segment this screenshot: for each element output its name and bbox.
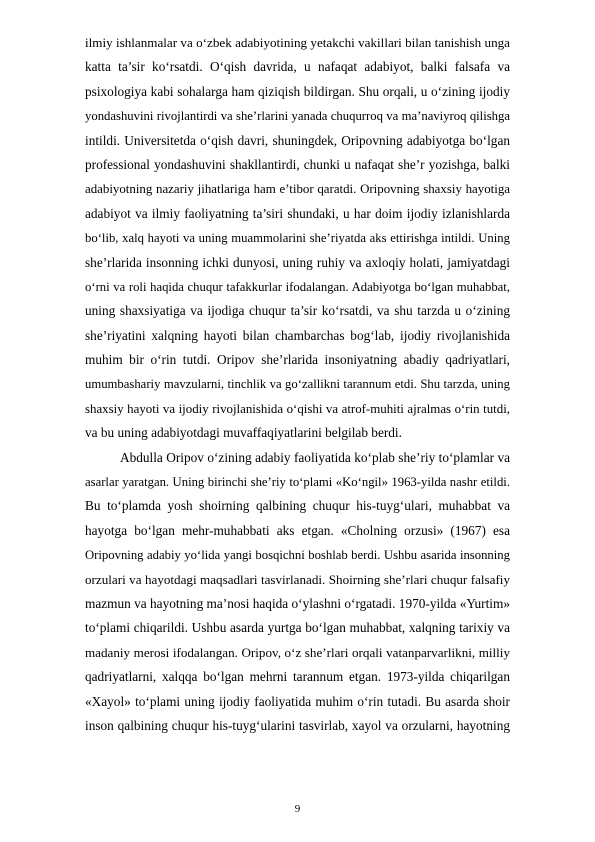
text-line: intildi. Universitetda o‘qish davri, shuningdek, Oripovning adabiyotga bo‘lgan: [85, 132, 510, 148]
text-line: she’riyatini xalqning hayoti bilan chambarchas bog‘lab, ijodiy rivojlanishida: [85, 327, 510, 343]
paragraph-start-line: Abdulla Oripov o‘zining adabiy faoliyatida ko‘plab she’riy to‘plamlar va: [120, 449, 510, 465]
text-line: bo‘lib, xalq hayoti va uning muammolarini she’riyatda aks ettirishga intildi. Uning: [85, 231, 510, 246]
text-line: yondashuvini rivojlantirdi va she’rlarini yanada chuqurroq va ma’naviyroq qilishga: [85, 109, 510, 124]
text-line: Bu to‘plamda yosh shoirning qalbining chuqur his-tuyg‘ulari, muhabbat va: [85, 498, 510, 514]
text-line: «Xayol» to‘plami uning ijodiy faoliyatida muhim o‘rin tutadi. Bu asarda shoir: [85, 693, 510, 709]
text-line: to‘plami chiqarildi. Ushbu asarda yurtga bo‘lgan muhabbat, xalqning tarixiy va: [85, 620, 510, 636]
body-text: [85, 31, 510, 738]
text-line: madaniy merosi ifodalangan. Oripov, o‘z she’rlari orqali vatanparvarlikni, milliy: [85, 644, 510, 660]
text-line: orzulari va hayotdagi maqsadlari tasvirlanadi. Shoirning she’rlari chuqur falsafiy: [85, 571, 510, 587]
text-line: adabiyot va ilmiy faoliyatning ta’siri shundaki, u har doim ijodiy izlanishlarda: [85, 205, 510, 221]
text-line: va bu uning adabiyotdagi muvaffaqiyatlarini belgilab berdi.: [85, 425, 402, 441]
text-line: hayotga bo‘lgan mehr-muhabbati aks etgan. «Cholning orzusi» (1967) esa: [85, 522, 510, 538]
text-line: uning shaxsiyatiga va ijodiga chuqur ta’sir ko‘rsatdi, va shu tarzda u o‘zining: [85, 303, 510, 319]
text-line: shaxsiy hayoti va ijodiy rivojlanishida o‘qishi va atrof-muhiti ajralmas o‘rin tutdi,: [85, 401, 510, 416]
text-line: asarlar yaratgan. Uning birinchi she’riy to‘plami «Ko‘ngil» 1963-yilda nashr etildi.: [85, 475, 510, 490]
text-line: ilmiy ishlanmalar va o‘zbek adabiyotining yetakchi vakillari bilan tanishish unga: [85, 35, 510, 50]
text-line: adabiyotning nazariy jihatlariga ham e’tibor qaratdi. Oripovning shaxsiy hayotiga: [85, 182, 510, 197]
text-line: professional yondashuvini shakllantirdi, chunki u nafaqat she’r yozishga, balki: [85, 156, 510, 172]
text-line: muhim bir o‘rin tutdi. Oripov she’rlarida insoniyatning abadiy qadriyatlari,: [85, 352, 510, 368]
text-line: umumbashariy mavzularni, tinchlik va go‘zallikni tarannum etdi. Shu tarzda, uning: [85, 377, 510, 392]
text-line: mazmun va hayotning ma’nosi haqida o‘ylashni o‘rgatadi. 1970-yilda «Yurtim»: [85, 595, 510, 611]
text-line: qadriyatlarni, xalqqa bo‘lgan mehrni tarannum etgan. 1973-yilda chiqarilgan: [85, 669, 510, 685]
text-line: o‘rni va roli haqida chuqur tafakkurlar ifodalangan. Adabiyotga bo‘lgan muhabbat,: [85, 279, 510, 294]
text-line: psixologiya kabi sohalarga ham qiziqish bildirgan. Shu orqali, u o‘zining ijodiy: [85, 83, 510, 99]
text-line: katta ta’sir ko‘rsatdi. O‘qish davrida, u nafaqat adabiyot, balki falsafa va: [85, 59, 510, 75]
text-line: she’rlarida insonning ichki dunyosi, uning ruhiy va axloqiy holati, jamiyatdagi: [85, 254, 510, 270]
text-line: Oripovning adabiy yo‘lida yangi bosqichni boshlab berdi. Ushbu asarida insonning: [85, 548, 510, 563]
page-number: 9: [294, 803, 301, 815]
text-line: inson qalbining chuqur his-tuyg‘ularini tasvirlab, xayol va orzularni, hayotning: [85, 717, 510, 733]
